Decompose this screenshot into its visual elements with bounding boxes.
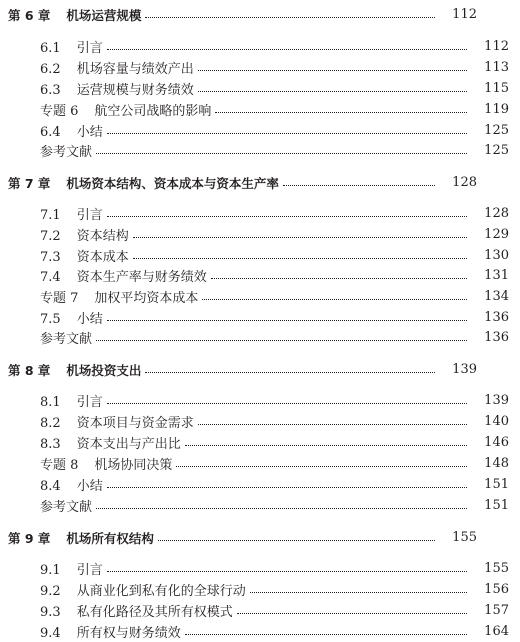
- dot-leader: [198, 424, 467, 425]
- entry-title: 7.3 资本成本: [40, 250, 129, 265]
- page-number: 157: [484, 603, 509, 618]
- chapter-heading[interactable]: [0, 527, 488, 548]
- toc-entry[interactable]: [0, 203, 520, 224]
- toc-entry[interactable]: [0, 579, 520, 600]
- page-number: 136: [484, 330, 509, 345]
- page-number: 128: [484, 206, 509, 221]
- page-number: 119: [484, 102, 509, 117]
- toc-entry[interactable]: [0, 36, 520, 57]
- toc-entry[interactable]: [0, 140, 520, 161]
- dot-leader: [283, 185, 435, 186]
- dot-leader: [198, 70, 467, 71]
- dot-leader: [158, 540, 435, 541]
- toc-entry[interactable]: [0, 245, 520, 266]
- dot-leader: [250, 592, 467, 593]
- page-number: 125: [484, 143, 509, 158]
- entry-title: 7.1 引言: [40, 208, 103, 223]
- entry-title: 8.4 小结: [40, 479, 103, 494]
- entry-title: 7.5 小结: [40, 312, 103, 327]
- toc-entry[interactable]: [0, 99, 520, 120]
- page-number: 146: [484, 435, 509, 450]
- entry-title: 7.2 资本结构: [40, 229, 129, 244]
- page-number: 139: [452, 362, 477, 377]
- page-number: 155: [452, 530, 477, 545]
- page-number: 113: [484, 60, 509, 75]
- page-number: 112: [484, 39, 509, 54]
- entry-title: 8.2 资本项目与资金需求: [40, 416, 194, 431]
- dot-leader: [96, 153, 467, 154]
- toc-entry[interactable]: [0, 307, 520, 328]
- page-number: 151: [484, 498, 509, 513]
- entry-title: 8.3 资本支出与产出比: [40, 437, 181, 452]
- dot-leader: [176, 466, 467, 467]
- chapter-title: 第 6 章 机场运营规模: [8, 7, 142, 23]
- page-number: 136: [484, 310, 509, 325]
- toc-entry[interactable]: [0, 78, 520, 99]
- toc-entry[interactable]: [0, 621, 520, 642]
- entry-title: 专题 6 航空公司战略的影响: [40, 104, 212, 119]
- dot-leader: [107, 49, 467, 50]
- entry-title: 专题 7 加权平均资本成本: [40, 291, 199, 306]
- dot-leader: [96, 508, 467, 509]
- dot-leader: [107, 571, 467, 572]
- dot-leader: [202, 299, 467, 300]
- page-number: 115: [484, 81, 509, 96]
- toc-entry[interactable]: [0, 120, 520, 141]
- page-number: 139: [484, 393, 509, 408]
- page-number: 130: [484, 248, 509, 263]
- entry-title: 9.3 私有化路径及其所有权模式: [40, 605, 233, 620]
- entry-title: 9.4 所有权与财务绩效: [40, 626, 181, 641]
- page-number: 112: [452, 7, 477, 22]
- page-number: 128: [452, 175, 477, 190]
- page-number: 134: [484, 289, 509, 304]
- page-number: 148: [484, 456, 509, 471]
- page-number: 164: [484, 624, 509, 639]
- page-number: 125: [484, 123, 509, 138]
- toc-entry[interactable]: [0, 390, 520, 411]
- entry-title: 9.1 引言: [40, 563, 103, 578]
- page-number: 129: [484, 227, 509, 242]
- toc-entry[interactable]: [0, 453, 520, 474]
- chapter-heading[interactable]: [0, 359, 488, 380]
- dot-leader: [107, 403, 467, 404]
- dot-leader: [237, 613, 467, 614]
- chapter-title: 第 9 章 机场所有权结构: [8, 530, 154, 546]
- dot-leader: [198, 91, 467, 92]
- entry-title: 6.2 机场容量与绩效产出: [40, 62, 194, 77]
- page-number: 140: [484, 414, 509, 429]
- dot-leader: [185, 634, 467, 635]
- dot-leader: [107, 320, 467, 321]
- entry-title: 参考文献: [40, 332, 93, 347]
- toc-entry[interactable]: [0, 558, 520, 579]
- entry-title: 6.1 引言: [40, 41, 103, 56]
- dot-leader: [107, 216, 467, 217]
- page-number: 131: [484, 268, 509, 283]
- entry-title: 参考文献: [40, 145, 93, 160]
- chapter-title: 第 8 章 机场投资支出: [8, 362, 142, 378]
- dot-leader: [145, 17, 435, 18]
- dot-leader: [185, 445, 467, 446]
- dot-leader: [145, 372, 435, 373]
- toc-entry[interactable]: [0, 474, 520, 495]
- dot-leader: [133, 258, 467, 259]
- toc-entry[interactable]: [0, 286, 520, 307]
- toc-entry[interactable]: [0, 57, 520, 78]
- toc-entry[interactable]: [0, 224, 520, 245]
- dot-leader: [107, 487, 467, 488]
- toc-entry[interactable]: [0, 327, 520, 348]
- dot-leader: [211, 278, 467, 279]
- entry-title: 7.4 资本生产率与财务绩效: [40, 270, 207, 285]
- toc-entry[interactable]: [0, 432, 520, 453]
- entry-title: 专题 8 机场协同决策: [40, 458, 173, 473]
- entry-title: 8.1 引言: [40, 395, 103, 410]
- entry-title: 9.2 从商业化到私有化的全球行动: [40, 584, 246, 599]
- entry-title: 参考文献: [40, 500, 93, 515]
- dot-leader: [215, 112, 467, 113]
- entry-title: 6.3 运营规模与财务绩效: [40, 83, 194, 98]
- chapter-heading[interactable]: [0, 4, 488, 25]
- chapter-title: 第 7 章 机场资本结构、资本成本与资本生产率: [8, 175, 279, 191]
- dot-leader: [107, 133, 467, 134]
- dot-leader: [96, 340, 467, 341]
- entry-title: 6.4 小结: [40, 125, 103, 140]
- page-number: 155: [484, 561, 509, 576]
- toc-entry[interactable]: [0, 265, 520, 286]
- dot-leader: [133, 237, 467, 238]
- page-number: 151: [484, 477, 509, 492]
- toc-entry[interactable]: [0, 411, 520, 432]
- page-number: 156: [484, 582, 509, 597]
- chapter-heading[interactable]: [0, 172, 488, 193]
- toc-entry[interactable]: [0, 600, 520, 621]
- toc-entry[interactable]: [0, 495, 520, 516]
